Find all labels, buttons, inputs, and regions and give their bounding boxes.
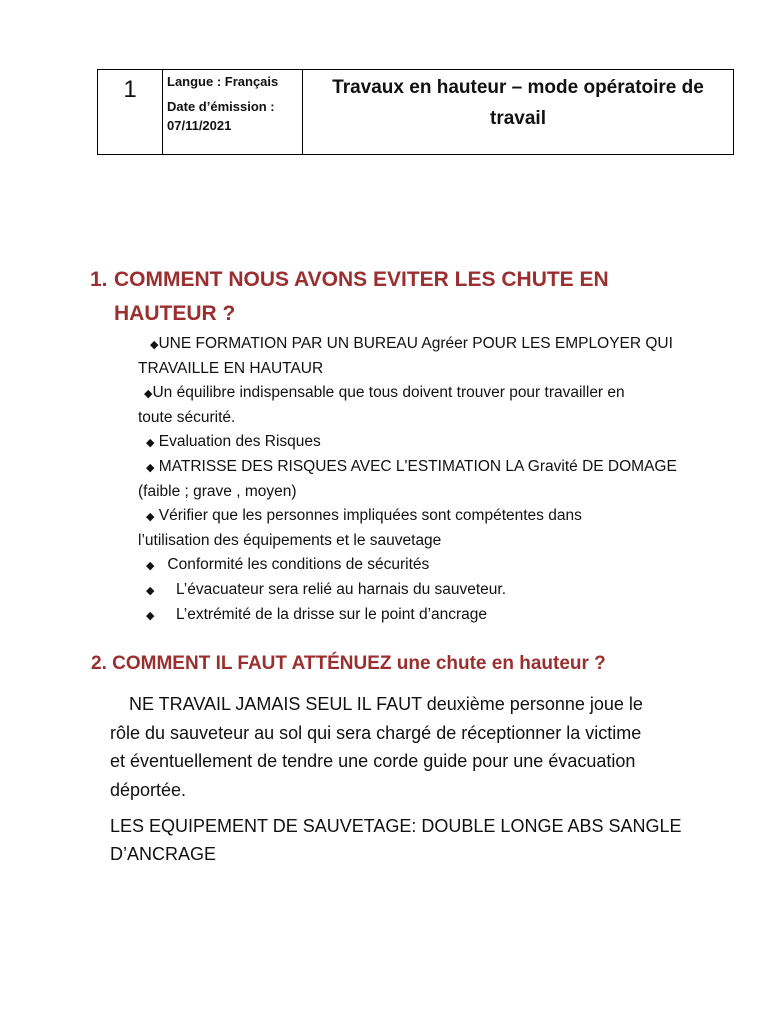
- section2-heading: [91, 650, 731, 678]
- list-item: ◆ Vérifier que les personnes impliquées sont compétentes dans: [146, 507, 582, 524]
- bullet-icon: ◆: [146, 585, 155, 597]
- doc-title-line2: travail: [490, 108, 546, 129]
- doc-title: [303, 70, 733, 154]
- bullet-icon: ◆: [146, 462, 155, 474]
- list-item-cont: (faible ; grave , moyen): [138, 483, 297, 500]
- section2-number: 2.: [91, 653, 107, 674]
- section2-paragraph: NE TRAVAIL JAMAIS SEUL IL FAUT deuxième personne joue le rôle du sauveteur au sol qui sera chargé de réceptionner la victime et éventuellement de tendre une corde guide pour une évacuation déportée.: [110, 694, 643, 800]
- list-item: ◆UNE FORMATION PAR UN BUREAU Agréer POUR LES EMPLOYER QUI: [150, 335, 673, 352]
- section2-title: COMMENT IL FAUT ATTÉNUEZ une chute en hauteur ?: [112, 653, 606, 674]
- list-item-cont: l’utilisation des équipements et le sauvetage: [138, 532, 442, 549]
- equipment-paragraph: LES EQUIPEMENT DE SAUVETAGE: DOUBLE LONGE ABS SANGLE D’ANCRAGE: [110, 816, 682, 864]
- list-item-cont: TRAVAILLE EN HAUTAUR: [138, 360, 324, 377]
- list-item: ◆ Evaluation des Risques: [146, 433, 321, 450]
- doc-number: 1: [98, 70, 163, 154]
- list-item: ◆ Conformité les conditions de sécurités: [146, 556, 430, 573]
- bullet-icon: ◆: [150, 339, 159, 351]
- date-value: 07/11/2021: [167, 118, 232, 133]
- bullet-icon: ◆: [144, 388, 153, 400]
- doc-title-line1: Travaux en hauteur – mode opératoire de: [332, 77, 704, 98]
- list-item: ◆Un équilibre indispensable que tous doivent trouver pour travailler en: [144, 384, 625, 401]
- header-table: [97, 69, 734, 155]
- section1-title-line2: HAUTEUR ?: [114, 302, 236, 325]
- bullet-icon: ◆: [146, 437, 155, 449]
- list-item-cont: toute sécurité.: [138, 409, 236, 426]
- list-item: ◆ L’évacuateur sera relié au harnais du sauveteur.: [146, 581, 507, 598]
- bullet-icon: ◆: [146, 610, 155, 622]
- language-label: Langue : Français: [167, 74, 279, 89]
- bullet-icon: ◆: [146, 560, 155, 572]
- list-item: ◆ MATRISSE DES RISQUES AVEC L'ESTIMATION LA Gravité DE DOMAGE: [146, 458, 677, 475]
- section1-list: [138, 332, 698, 628]
- date-label: Date d’émission :: [167, 99, 275, 114]
- section1-heading: [90, 263, 690, 331]
- section1-title-line1: COMMENT NOUS AVONS EVITER LES CHUTE EN: [114, 268, 609, 291]
- bullet-icon: ◆: [146, 511, 155, 523]
- doc-meta: [163, 70, 303, 154]
- list-item: ◆ L’extrémité de la drisse sur le point d’ancrage: [146, 606, 488, 623]
- section1-number: 1.: [90, 268, 108, 291]
